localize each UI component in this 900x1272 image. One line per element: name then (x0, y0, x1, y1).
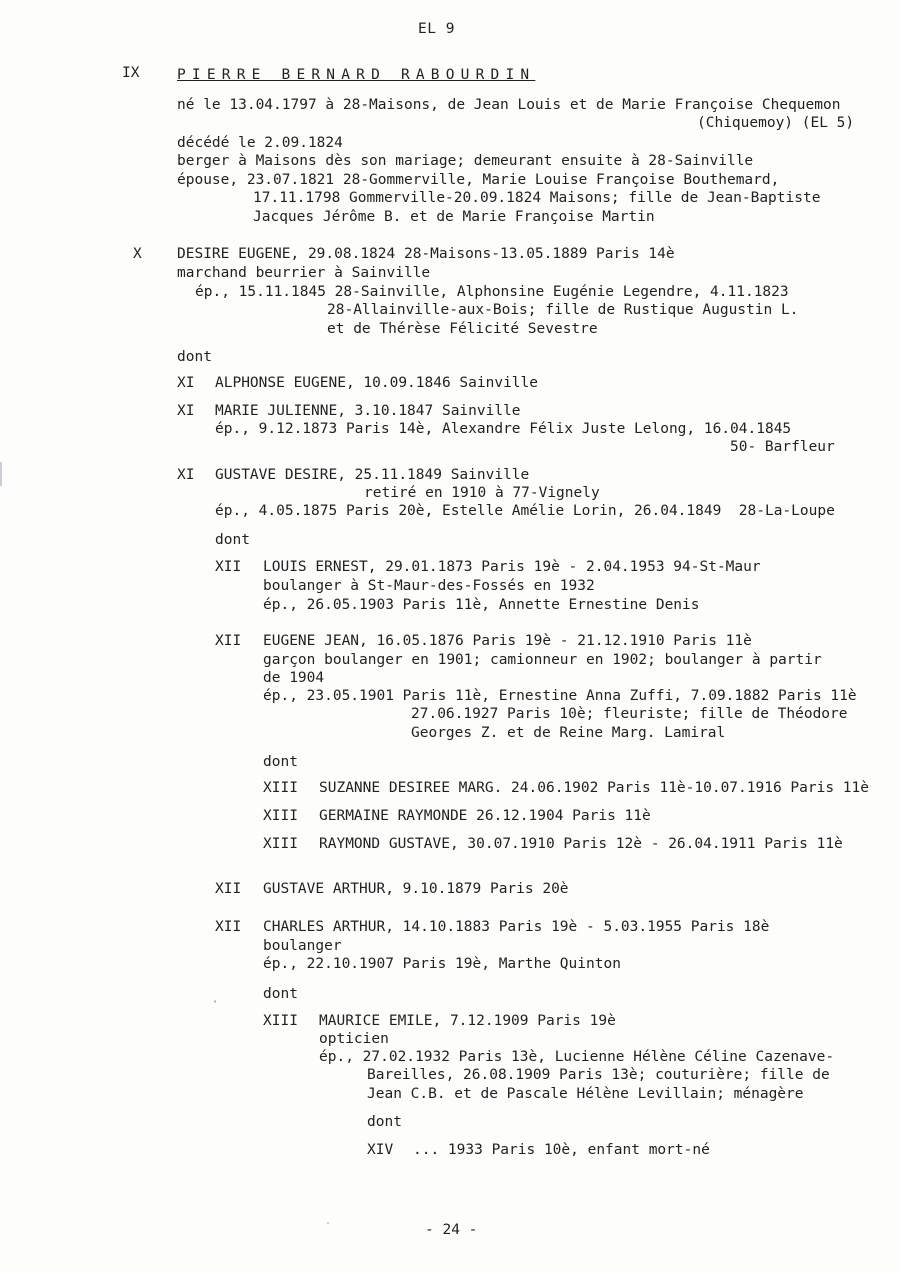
page-header-code: EL 9 (418, 21, 455, 37)
dont-label: dont (215, 532, 250, 548)
text-line: retiré en 1910 à 77-Vignely (364, 485, 600, 501)
text-line: 27.06.1927 Paris 10è; fleuriste; fille de Théodore (411, 706, 848, 722)
generation-number: XI (177, 403, 195, 419)
text-line: Bareilles, 26.08.1909 Paris 13è; couturière; fille de (367, 1067, 830, 1083)
generation-number: XIII (263, 808, 298, 824)
generation-number: XI (177, 375, 195, 391)
text-line: LOUIS ERNEST, 29.01.1873 Paris 19è - 2.04.1953 94-St-Maur (263, 559, 761, 575)
generation-number: XII (215, 633, 242, 649)
scan-edge-mark (0, 462, 2, 486)
generation-number: XI (177, 467, 195, 483)
text-line: opticien (319, 1031, 389, 1047)
text-line: 50- Barfleur (730, 439, 835, 455)
page-number: - 24 - (425, 1222, 478, 1238)
text-line: berger à Maisons dès son mariage; demeurant ensuite à 28-Sainville (177, 153, 754, 169)
generation-number: XIV (367, 1142, 394, 1158)
text-line: Georges Z. et de Reine Marg. Lamiral (411, 725, 726, 741)
text-line: DESIRE EUGENE, 29.08.1824 28-Maisons-13.05.1889 Paris 14è (177, 246, 675, 262)
text-line: né le 13.04.1797 à 28-Maisons, de Jean Louis et de Marie Françoise Chequemon (177, 97, 841, 113)
text-line: marchand beurrier à Sainville (177, 265, 431, 281)
dont-label: dont (263, 986, 298, 1002)
text-line: Jean C.B. et de Pascale Hélène Levillain; ménagère (367, 1086, 804, 1102)
generation-number: XIII (263, 780, 298, 796)
dont-label: dont (177, 349, 212, 365)
generation-number: IX (122, 65, 140, 81)
text-line: GUSTAVE ARTHUR, 9.10.1879 Paris 20è (263, 881, 569, 897)
text-line: ép., 9.12.1873 Paris 14è, Alexandre Félix Juste Lelong, 16.04.1845 (215, 421, 792, 437)
text-line: 28-Allainville-aux-Bois; fille de Rustique Augustin L. (327, 302, 799, 318)
dont-label: dont (367, 1114, 402, 1130)
generation-number: XII (215, 559, 242, 575)
text-line: Jacques Jérôme B. et de Marie Françoise Martin (253, 209, 655, 225)
text-line: ép., 22.10.1907 Paris 19è, Marthe Quinton (263, 956, 621, 972)
dont-label: dont (263, 754, 298, 770)
text-line: garçon boulanger en 1901; camionneur en 1902; boulanger à partir (263, 652, 822, 668)
text-line: GUSTAVE DESIRE, 25.11.1849 Sainville (215, 467, 530, 483)
text-line: ... 1933 Paris 10è, enfant mort-né (413, 1142, 710, 1158)
generation-number: XII (215, 881, 242, 897)
text-line: ép., 27.02.1932 Paris 13è, Lucienne Hélène Céline Cazenave- (319, 1049, 835, 1065)
generation-number: XII (215, 919, 242, 935)
generation-number: XIII (263, 1013, 298, 1029)
text-line: boulanger (263, 938, 342, 954)
scan-speck (327, 1222, 329, 1224)
text-line: ép., 15.11.1845 28-Sainville, Alphonsine Eugénie Legendre, 4.11.1823 (195, 284, 789, 300)
text-line: 17.11.1798 Gommerville-20.09.1824 Maisons; fille de Jean-Baptiste (253, 190, 821, 206)
text-line: ép., 4.05.1875 Paris 20è, Estelle Amélie Lorin, 26.04.1849 28-La-Loupe (215, 503, 835, 519)
scan-speck (214, 1000, 216, 1003)
text-line: RAYMOND GUSTAVE, 30.07.1910 Paris 12è - 26.04.1911 Paris 11è (319, 836, 843, 852)
text-line: ép., 23.05.1901 Paris 11è, Ernestine Anna Zuffi, 7.09.1882 Paris 11è (263, 688, 857, 704)
generation-number: XIII (263, 836, 298, 852)
text-line: GERMAINE RAYMONDE 26.12.1904 Paris 11è (319, 808, 651, 824)
text-line: EUGENE JEAN, 16.05.1876 Paris 19è - 21.12.1910 Paris 11è (263, 633, 752, 649)
text-line: de 1904 (263, 670, 325, 686)
text-line: décédé le 2.09.1824 (177, 135, 343, 151)
text-line: boulanger à St-Maur-des-Fossés en 1932 (263, 578, 595, 594)
text-line: MAURICE EMILE, 7.12.1909 Paris 19è (319, 1013, 616, 1029)
person-title: PIERRE BERNARD RABOURDIN (177, 67, 536, 83)
text-line: ép., 26.05.1903 Paris 11è, Annette Ernestine Denis (263, 597, 700, 613)
text-line: ALPHONSE EUGENE, 10.09.1846 Sainville (215, 375, 539, 391)
text-line: épouse, 23.07.1821 28-Gommerville, Marie Louise Françoise Bouthemard, (177, 172, 780, 188)
generation-number: X (133, 246, 142, 262)
text-line: MARIE JULIENNE, 3.10.1847 Sainville (215, 403, 521, 419)
text-line: SUZANNE DESIREE MARG. 24.06.1902 Paris 11è-10.07.1916 Paris 11è (319, 780, 869, 796)
text-line: (Chiquemoy) (EL 5) (697, 115, 855, 131)
text-line: CHARLES ARTHUR, 14.10.1883 Paris 19è - 5.03.1955 Paris 18è (263, 919, 770, 935)
text-line: et de Thérèse Félicité Sevestre (327, 321, 598, 337)
